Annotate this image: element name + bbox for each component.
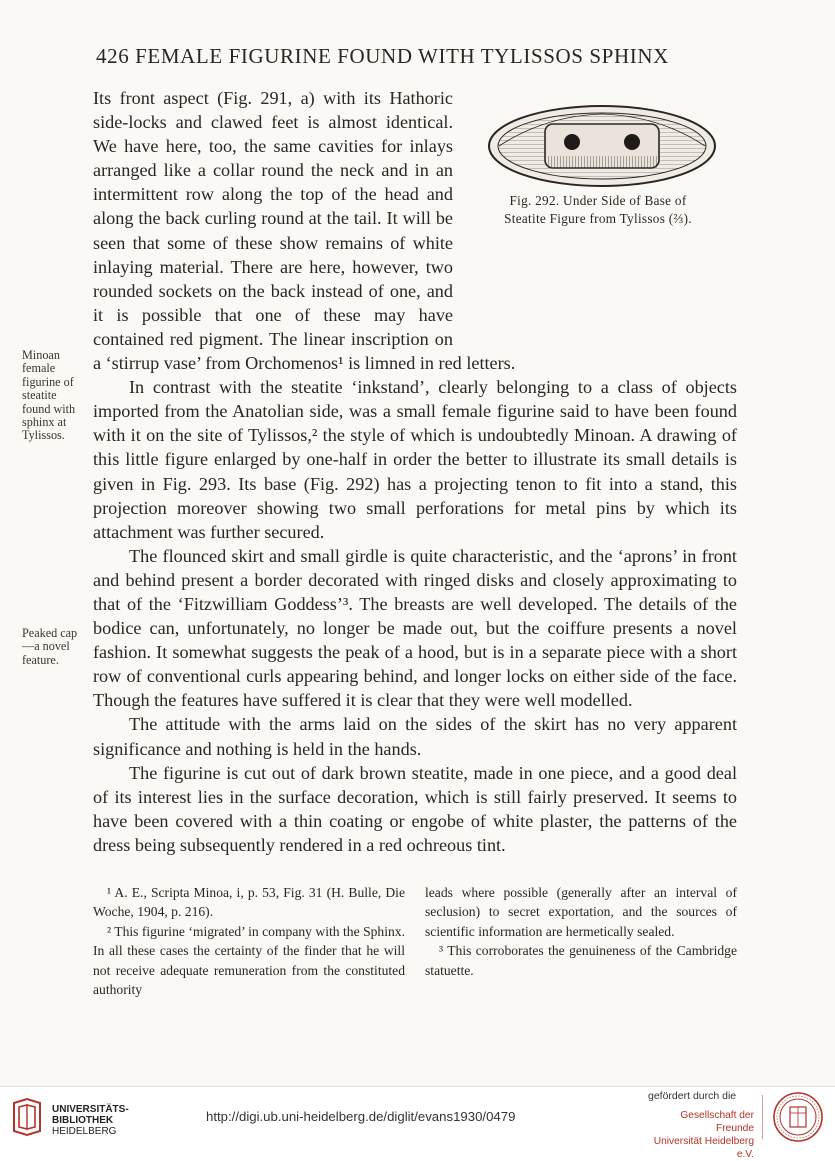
footnotes [93, 883, 737, 999]
sponsor-divider [762, 1095, 763, 1139]
university-seal-icon[interactable] [772, 1091, 824, 1143]
footnotes-left-column [93, 883, 405, 999]
figure-caption-line-2: Steatite Figure from Tylissos (⅔). [504, 211, 692, 226]
digitization-footer [0, 1086, 835, 1160]
figure-caption-line-1: Fig. 292. Under Side of Base of [509, 193, 687, 208]
paragraph-1: Its front aspect (Fig. 291, a) with its Hathoric side-locks and clawed feet is almost identical. We have here, too, the same cavities for inlays arranged like a collar round the neck and in an intermittent row along the top of the head and along the back curling round at the tail. It will be seen that some of these show remains of white inlaying material. There are here, however, two rounded sockets on the back instead of one, and it is possible that one of these may have contained red pigment. The linear inscription on a ‘stirrup vase’ from Orchomenos¹ is limned in red letters. [93, 88, 516, 374]
paragraph-5: The figurine is cut out of dark brown steatite, made in one piece, and a good deal of its interest lies in the surface decoration, which is still fairly preserved. It seems to have been covered with a thin coating or engobe of white plaster, the patterns of the dress being subsequently rendered in a red ochreous tint. [93, 762, 737, 855]
running-head: 426 FEMALE FIGURINE FOUND WITH TYLISSOS SPHINX [96, 44, 669, 68]
body-text [93, 86, 737, 857]
margin-note-minoan-figurine: Minoan female figurine of steatite found with sphinx at Tylissos. [22, 348, 76, 443]
footnotes-right-column [425, 883, 737, 999]
figure-292 [467, 88, 737, 335]
sponsor-name-line-2: Universität Heidelberg e.V. [653, 1136, 754, 1160]
sponsor-label: gefördert durch die [648, 1090, 737, 1102]
paragraph-4: The attitude with the arms laid on the sides of the skirt has no very apparent significance and nothing is held in the hands. [93, 714, 737, 759]
steatite-base-engraving-icon [485, 100, 719, 192]
permalink-url[interactable]: http://digi.ub.uni-heidelberg.de/diglit/evans1930/0479 [206, 1109, 516, 1124]
footnote-1: ¹ A. E., Scripta Minoa, i, p. 53, Fig. 31 (H. Bulle, Die Woche, 1904, p. 216). [93, 885, 405, 920]
footnote-2-continued: leads where possible (generally after an interval of seclusion) to secret exportation, and the sources of scientific information are hermetically sealed. [425, 885, 737, 939]
library-logo-icon[interactable] [10, 1097, 44, 1137]
library-name [52, 1104, 129, 1137]
paragraph-3: The flounced skirt and small girdle is quite characteristic, and the ‘aprons’ in front and behind present a border decorated with ringed disks and closely approximating to that of the ‘Fitzwilliam Goddess’³. The breasts are well developed. The details of the bodice can, unfortunately, no longer be made out, but the coiffure presents a novel fashion. It somewhat suggests the peak of a hood, but is in a separate piece with a short row of conventional curls appearing behind, and longer locks on either side of the face. Though the features have suffered it is clear that they were well modelled. [93, 545, 737, 711]
margin-note-peaked-cap: Peaked cap—a novel feature. [22, 626, 78, 667]
figure-caption [459, 192, 737, 228]
footnote-3: ³ This corroborates the genuineness of the Cambridge statuette. [425, 943, 737, 978]
footnote-2: ² This figurine ‘migrated’ in company with the Sphinx. In all these cases the certainty of the finder that he will not receive adequate remuneration from the constituted authority [93, 923, 405, 998]
library-name-line-3: HEIDELBERG [52, 1126, 117, 1137]
library-name-line-1: UNIVERSITÄTS- [52, 1104, 129, 1115]
sponsor-name [646, 1109, 754, 1161]
sponsor-name-line-1: Gesellschaft der Freunde [680, 1110, 754, 1134]
paragraph-2: In contrast with the steatite ‘inkstand’, clearly belonging to a class of objects imported from the Anatolian side, was a small female figurine said to have been found with it on the site of Tylissos,² the style of which is undoubtedly Minoan. A drawing of this little figure enlarged by one-half in order the better to illustrate its small details is given in Fig. 293. Its base (Fig. 292) has a projecting tenon to fit into a stand, this projection moreover showing two small perforations for metal pins by which its attachment was further secured. [93, 377, 737, 542]
library-name-line-2: BIBLIOTHEK [52, 1115, 114, 1126]
